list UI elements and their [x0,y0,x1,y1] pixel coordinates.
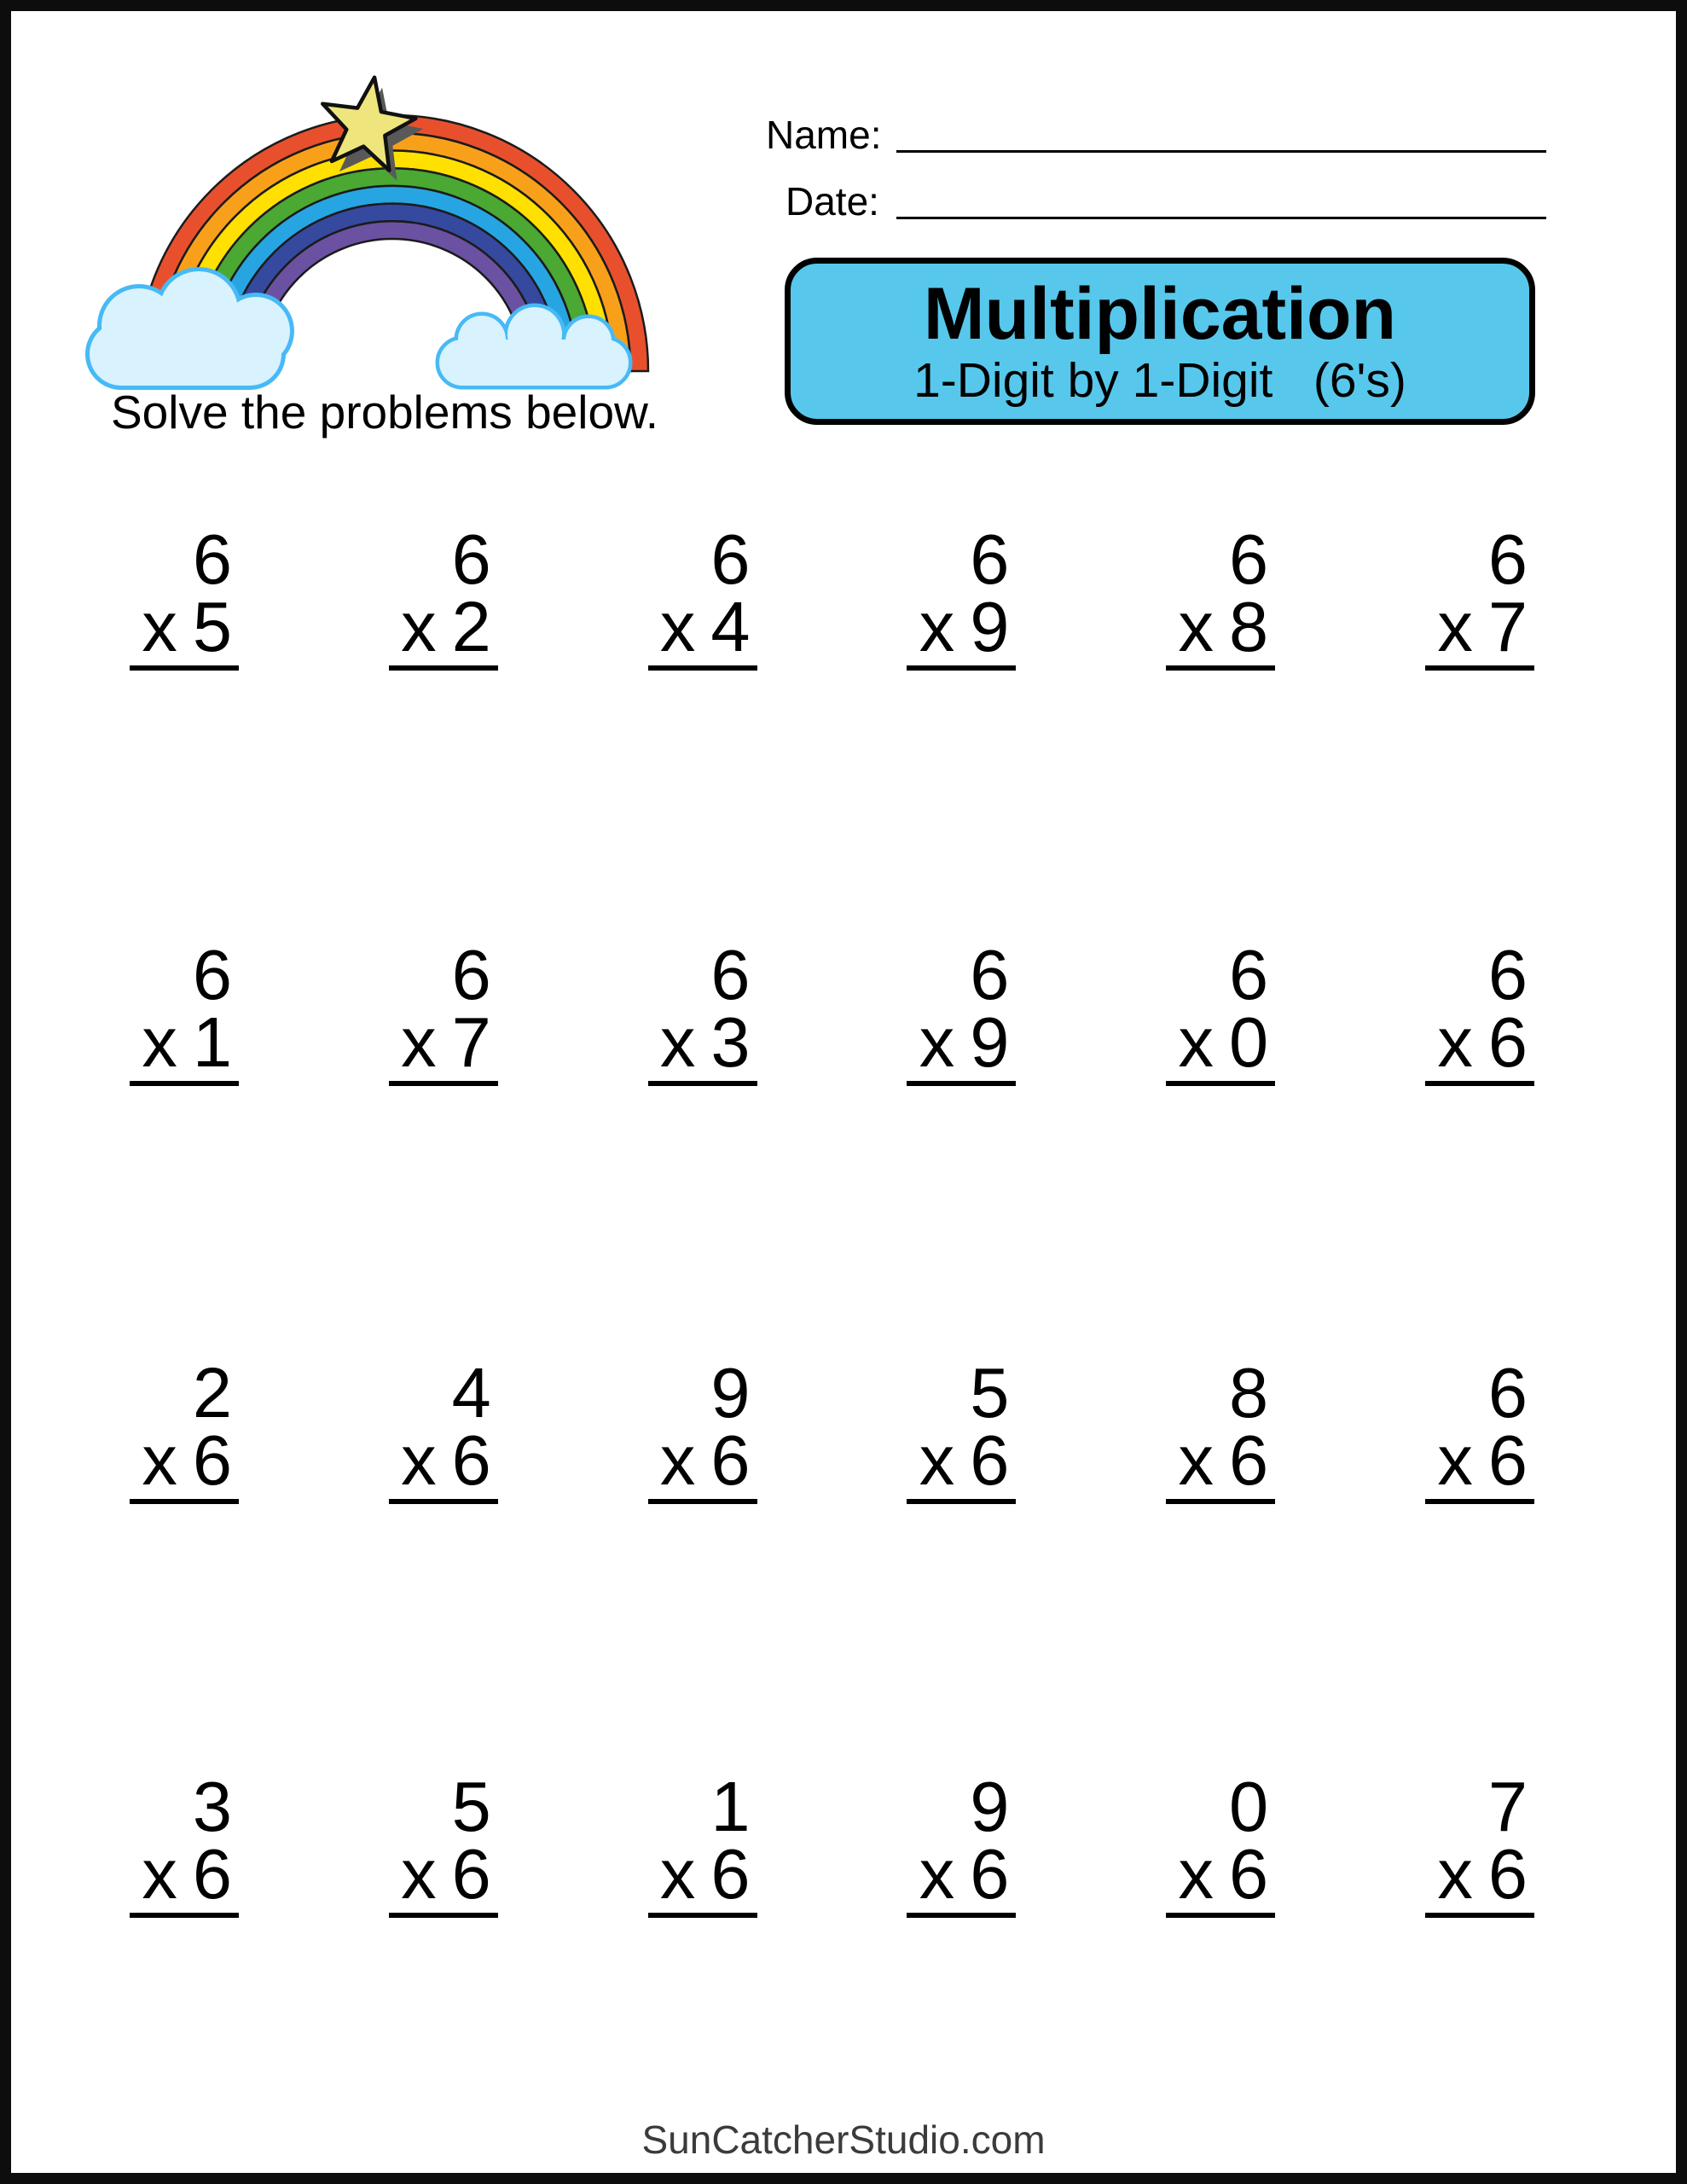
problem-multiplier: 0 [1229,1002,1269,1082]
problem-top-number: 4 [451,1353,491,1432]
footer-site-text: SunCatcherStudio.com [641,2117,1046,2162]
problem-top-number: 6 [1229,520,1269,599]
problem-top-number: 9 [710,1353,751,1432]
problem-multiplier: 5 [192,587,232,666]
problem-operator: x [659,1834,696,1914]
problem-operator: x [659,1420,696,1500]
problem-top-number: 6 [970,520,1010,599]
multiplication-problem [1425,935,1534,1086]
problem-multiplier: 1 [192,1002,232,1082]
problem-operator: x [1437,1002,1473,1082]
problem-operator: x [919,1834,955,1914]
worksheet-subtitle: 1-Digit by 1-Digit (6's) [913,353,1406,409]
problem-top-number: 6 [192,935,232,1014]
problem-operator: x [919,1002,955,1082]
problem-row [130,1353,1534,1504]
problem-row [130,935,1534,1086]
problem-operator: x [1178,587,1215,666]
problem-multiplier: 7 [1487,587,1528,666]
cloud-right-icon [439,307,629,386]
problem-multiplier: 6 [192,1834,232,1914]
multiplication-problem [389,520,498,671]
problem-multiplier: 8 [1229,587,1269,666]
name-line [896,150,1546,153]
problem-top-number: 6 [1487,935,1528,1014]
problem-operator: x [919,1420,955,1500]
problem-multiplier: 6 [970,1420,1010,1500]
multiplication-problem [1425,1353,1534,1504]
problem-operator: x [659,1002,696,1082]
multiplication-problem [907,520,1016,671]
problem-top-number: 8 [1229,1353,1269,1432]
problem-multiplier: 4 [710,587,751,666]
multiplication-problem [389,1767,498,1918]
problem-top-number: 6 [1487,520,1528,599]
problem-operator: x [659,587,696,666]
problem-top-number: 6 [970,935,1010,1014]
problem-top-number: 5 [970,1353,1010,1432]
problem-multiplier: 6 [710,1834,751,1914]
problem-operator: x [142,1002,177,1082]
multiplication-problem [130,1767,239,1918]
multiplication-problem [907,1353,1016,1504]
date-label: Date: [786,179,879,224]
problem-operator: x [142,587,177,666]
multiplication-problem [648,1767,757,1918]
problem-top-number: 6 [451,520,491,599]
problem-multiplier: 2 [451,587,491,666]
problem-operator: x [1178,1002,1215,1082]
problem-operator: x [1437,1834,1473,1914]
multiplication-problem [130,935,239,1086]
problem-top-number: 1 [710,1767,751,1846]
instruction-text: Solve the problems below. [111,386,659,439]
multiplication-problem [130,1353,239,1504]
problem-top-number: 5 [451,1767,491,1846]
problem-multiplier: 3 [710,1002,751,1082]
multiplication-problem [648,1353,757,1504]
problem-multiplier: 6 [1229,1834,1269,1914]
problem-top-number: 6 [710,935,751,1014]
multiplication-problem [389,1353,498,1504]
problem-row [130,1767,1534,1918]
problem-top-number: 6 [451,935,491,1014]
multiplication-problem [1166,520,1275,671]
problem-operator: x [1178,1834,1215,1914]
problem-operator: x [1437,1420,1473,1500]
name-label: Name: [766,113,882,157]
rainbow-illustration [81,68,652,392]
worksheet-title: Multiplication [923,272,1397,355]
problem-top-number: 6 [1229,935,1269,1014]
problem-multiplier: 9 [970,587,1010,666]
problem-top-number: 9 [970,1767,1010,1846]
problem-operator: x [142,1834,177,1914]
problem-operator: x [401,1834,437,1914]
problem-operator: x [1178,1420,1215,1500]
multiplication-problem [907,935,1016,1086]
problem-operator: x [401,1420,437,1500]
problem-multiplier: 6 [710,1420,751,1500]
multiplication-problem [389,935,498,1086]
problem-top-number: 0 [1229,1767,1269,1846]
problem-multiplier: 9 [970,1002,1010,1082]
multiplication-problem [1166,1353,1275,1504]
multiplication-problem [907,1767,1016,1918]
problem-operator: x [401,587,437,666]
problem-operator: x [1437,587,1473,666]
problem-multiplier: 6 [1487,1420,1528,1500]
problem-operator: x [401,1002,437,1082]
worksheet [11,11,1676,2173]
multiplication-problem [648,520,757,671]
problem-operator: x [919,587,955,666]
date-line [896,217,1546,219]
multiplication-problem [130,520,239,671]
multiplication-problem [1425,1767,1534,1918]
problem-top-number: 6 [1487,1353,1528,1432]
problem-top-number: 2 [192,1353,232,1432]
problem-top-number: 6 [192,520,232,599]
problem-multiplier: 6 [1229,1420,1269,1500]
title-box [785,258,1535,425]
problem-multiplier: 6 [192,1420,232,1500]
multiplication-problem [1425,520,1534,671]
multiplication-problem [1166,1767,1275,1918]
problem-multiplier: 6 [970,1834,1010,1914]
problem-multiplier: 6 [1487,1002,1528,1082]
multiplication-problem [1166,935,1275,1086]
problem-multiplier: 7 [451,1002,491,1082]
problem-multiplier: 6 [451,1834,491,1914]
problem-top-number: 3 [192,1767,232,1846]
multiplication-problem [648,935,757,1086]
problem-multiplier: 6 [1487,1834,1528,1914]
problem-operator: x [142,1420,177,1500]
problem-top-number: 7 [1487,1767,1528,1846]
problem-row [130,520,1534,671]
problem-top-number: 6 [710,520,751,599]
problem-multiplier: 6 [451,1420,491,1500]
